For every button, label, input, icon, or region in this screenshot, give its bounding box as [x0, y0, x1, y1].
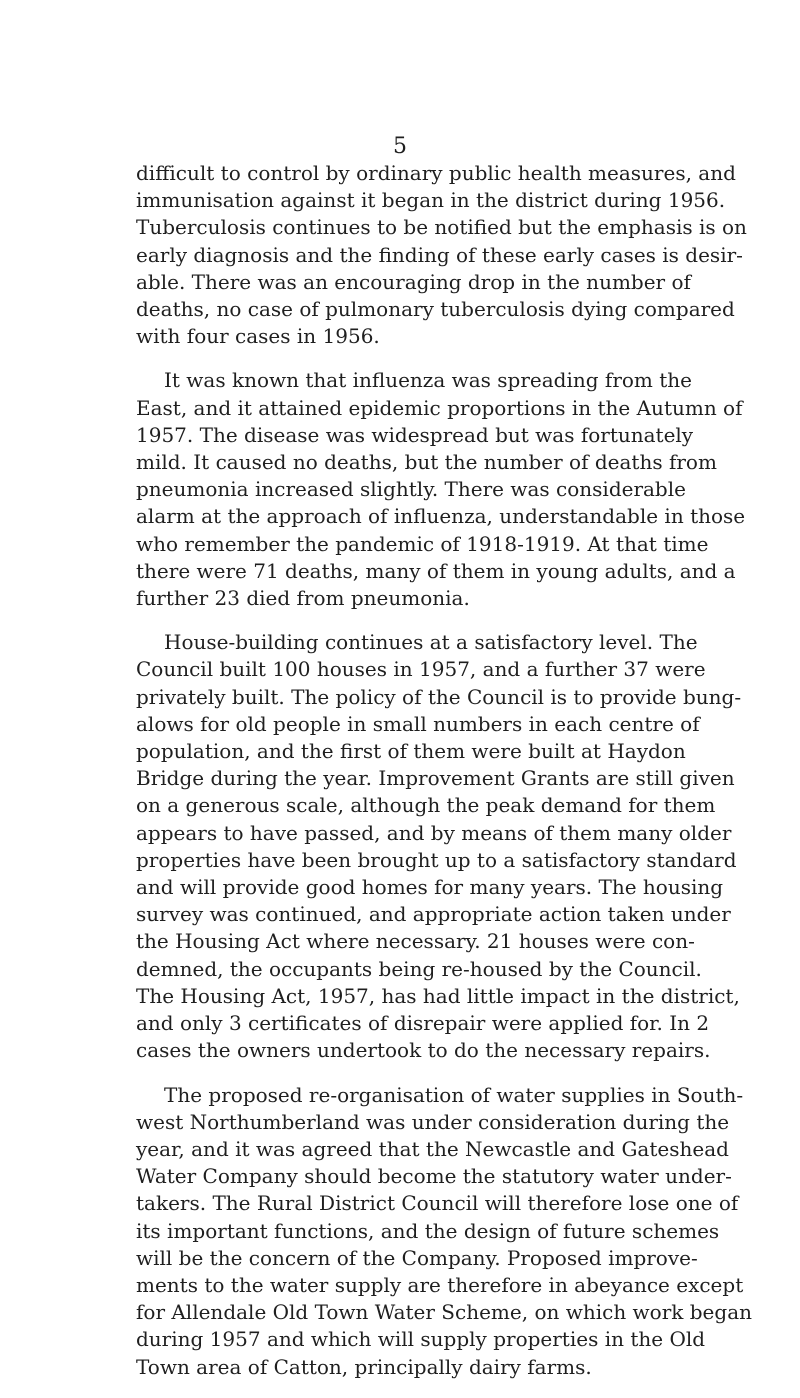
text-line: Council built 100 houses in 1957, and a further 37 were: [136, 657, 706, 682]
text-line: privately built. The policy of the Council is to provide bung-: [136, 684, 742, 709]
text-line: pneumonia increased slightly. There was considerable: [136, 477, 686, 502]
paragraph: [136, 1082, 752, 1381]
text-line: properties have been brought up to a satisfactory standard: [136, 847, 737, 872]
text-line: Tuberculosis continues to be notified but the emphasis is on: [136, 215, 747, 240]
text-line: demned, the occupants being re-housed by the Council.: [136, 956, 702, 981]
paragraph: [136, 629, 742, 1064]
text-line: west Northumberland was under consideration during the: [136, 1109, 730, 1134]
text-line: immunisation against it began in the district during 1956.: [136, 188, 726, 213]
text-line: deaths, no case of pulmonary tuberculosis dying compared: [136, 297, 735, 322]
text-line: year, and it was agreed that the Newcastle and Gateshead: [136, 1136, 729, 1161]
text-line: The proposed re-organisation of water supplies in South-: [164, 1082, 744, 1107]
text-line: House-building continues at a satisfactory level. The: [164, 630, 698, 655]
text-line: its important functions, and the design of future schemes: [136, 1218, 720, 1243]
paragraph: [136, 367, 746, 612]
text-line: The Housing Act, 1957, has had little impact in the district,: [136, 983, 740, 1008]
text-line: alows for old people in small numbers in each centre of: [136, 711, 700, 736]
text-line: the Housing Act where necessary. 21 houses were con-: [136, 929, 695, 954]
text-line: appears to have passed, and by means of them many older: [136, 820, 732, 845]
text-line: Bridge during the year. Improvement Grants are still given: [136, 766, 735, 791]
text-line: It was known that influenza was spreading from the: [164, 368, 692, 393]
page-number: 5: [393, 134, 407, 159]
text-line: cases the owners undertook to do the necessary repairs.: [136, 1038, 711, 1063]
text-line: takers. The Rural District Council will therefore lose one of: [136, 1191, 739, 1216]
text-line: will be the concern of the Company. Proposed improve-: [136, 1245, 698, 1270]
text-line: Water Company should become the statutory water under-: [136, 1164, 732, 1189]
text-line: and will provide good homes for many years. The housing: [136, 875, 724, 900]
text-line: with four cases in 1956.: [136, 324, 380, 349]
text-line: difficult to control by ordinary public health measures, and: [136, 161, 736, 185]
text-line: ments to the water supply are therefore in abeyance except: [136, 1272, 744, 1297]
text-line: further 23 died from pneumonia.: [136, 586, 470, 611]
text-line: Town area of Catton, principally dairy farms.: [136, 1354, 592, 1379]
text-line: survey was continued, and appropriate action taken under: [136, 902, 731, 927]
text-line: mild. It caused no deaths, but the number of deaths from: [136, 450, 717, 475]
text-line: on a generous scale, although the peak demand for them: [136, 793, 716, 818]
text-line: able. There was an encouraging drop in the number of: [136, 269, 691, 294]
text-line: population, and the first of them were built at Haydon: [136, 739, 686, 764]
text-line: for Allendale Old Town Water Scheme, on which work began: [136, 1300, 752, 1325]
paragraph: [136, 160, 747, 350]
text-line: and only 3 certificates of disrepair were applied for. In 2: [136, 1011, 710, 1036]
text-line: during 1957 and which will supply properties in the Old: [136, 1327, 706, 1352]
text-line: 1957. The disease was widespread but was fortunately: [136, 422, 694, 447]
text-line: alarm at the approach of influenza, understandable in those: [136, 504, 746, 529]
body-text: [136, 160, 752, 1398]
text-line: who remember the pandemic of 1918-1919. At that time: [136, 531, 709, 556]
text-line: early diagnosis and the finding of these early cases is desir-: [136, 242, 743, 267]
text-line: there were 71 deaths, many of them in young adults, and a: [136, 558, 736, 583]
text-line: East, and it attained epidemic proportions in the Autumn of: [136, 395, 743, 420]
